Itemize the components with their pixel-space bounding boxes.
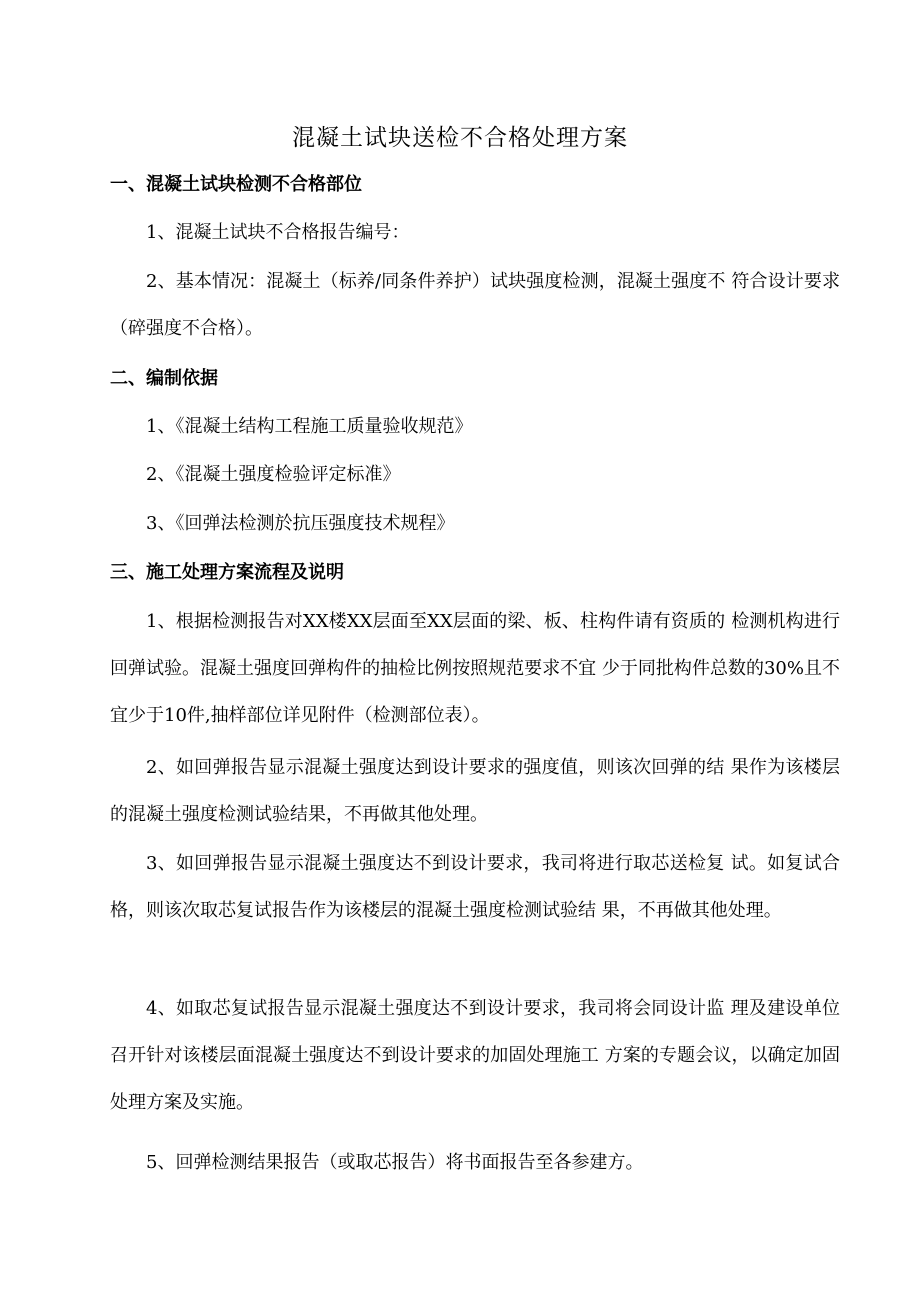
section-2-item-3: 3、《回弹法检测於抗压强度技术规程》 — [146, 513, 455, 534]
section-3-item-4: 4、如取芯复试报告显示混凝土强度达不到设计要求，我司将会同设计监 理及建设单位召开针对该楼层面混凝土强度达不到设计要求的加固处理施工 方案的专题会议，以确定加固处理方案及实施。 — [110, 998, 840, 1113]
section-heading-3: 三、施工处理方案流程及说明 — [110, 562, 344, 583]
section-3-item-2: 2、如回弹报告显示混凝土强度达到设计要求的强度值，则该次回弹的结 果作为该楼层的混凝土强度检测试验结果，不再做其他处理。 — [110, 757, 840, 825]
section-heading-1: 一、混凝土试块检测不合格部位 — [110, 174, 362, 195]
section-heading-2: 二、编制依据 — [110, 368, 218, 389]
section-1-item-1: 1、混凝土试块不合格报告编号： — [146, 222, 410, 243]
section-3-item-5: 5、回弹检测结果报告（或取芯报告）将书面报告至各参建方。 — [146, 1152, 644, 1173]
section-3-item-1: 1、根据检测报告对XX楼XX层面至XX层面的梁、板、柱构件请有资质的 检测机构进行回弹试验。混凝土强度回弹构件的抽检比例按照规范要求不宜 少于同批构件总数的30%且不宜少于10件,抽样部位详见附件（检测部位表）。 — [110, 611, 840, 726]
document-title: 混凝土试块送检不合格处理方案 — [292, 125, 628, 151]
section-1-item-2: 2、基本情况：混凝土（标养/同条件养护）试块强度检测，混凝土强度不 符合设计要求（碎强度不合格）。 — [110, 271, 840, 339]
section-2-item-1: 1、《混凝土结构工程施工质量验收规范》 — [146, 416, 473, 437]
section-3-item-3: 3、如回弹报告显示混凝土强度达不到设计要求，我司将进行取芯送检复 试。如复试合格，则该次取芯复试报告作为该楼层的混凝土强度检测试验结 果，不再做其他处理。 — [110, 853, 840, 921]
section-2-item-2: 2、《混凝土强度检验评定标准》 — [146, 464, 401, 485]
